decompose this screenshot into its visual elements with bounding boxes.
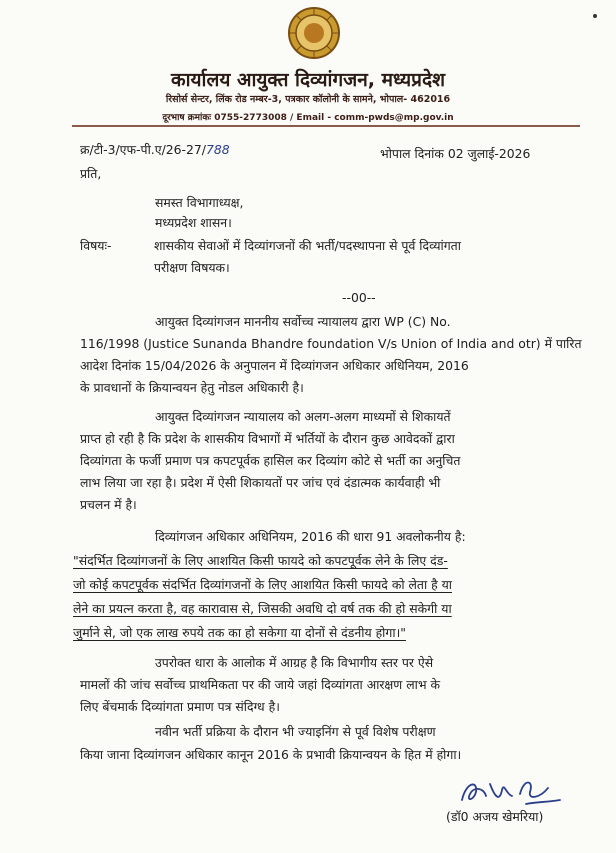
quote-line: लेने का प्रयत्न करता है, वह कारावास से, जिसकी अवधि दो वर्ष तक की हो सकेगी या <box>73 601 452 616</box>
separator: --00-- <box>342 290 376 305</box>
subject-label: विषयः- <box>80 238 112 253</box>
para1-line: आयुक्त दिव्यांगजन माननीय सर्वोच्च न्यायालय द्वारा WP (C) No. <box>155 314 451 329</box>
para5-line: किया जाना दिव्यांगजन अधिकार कानून 2016 के प्रभावी क्रियान्वयन के हित में होगा। <box>80 747 462 762</box>
para4-line: उपरोक्त धारा के आलोक में आग्रह है कि विभागीय स्तर पर ऐसे <box>155 655 434 670</box>
para2-line: प्रचलन में है। <box>80 497 137 512</box>
mp-emblem-seal <box>279 6 349 60</box>
para1-line: के प्रावधानों के क्रियान्वयन हेतु नोडल अधिकारी है। <box>80 380 304 395</box>
quote-line: जुर्माने से, जो एक लाख रुपये तक का हो सकेगा या दोनों से दंडनीय होगा।" <box>73 625 406 640</box>
para2-line: आयुक्त दिव्यांगजन न्यायालय को अलग-अलग माध्यमों से शिकायतें <box>155 409 451 424</box>
reference-handwritten: 788 <box>205 142 230 157</box>
subject-line-1: शासकीय सेवाओं में दिव्यांगजनों की भर्ती/पदस्थापना से पूर्व दिव्यांगता <box>154 238 461 253</box>
reference-number <box>80 141 230 158</box>
para1-line: आदेश दिनांक 15/04/2026 के अनुपालन में दिव्यांगजन अधिकार अधिनियम, 2016 <box>80 358 469 373</box>
subject-line-2: परीक्षण विषयक। <box>154 260 230 275</box>
para2-line: दिव्यांगता के फर्जी प्रमाण पत्र कपटपूर्वक हासिल कर दिव्यांग कोटे से भर्ती का अनुचित <box>80 453 461 468</box>
scan-speck <box>593 14 597 18</box>
recipient-line-1: समस्त विभागाध्यक्ष, <box>155 195 244 210</box>
to-label: प्रति, <box>80 166 102 181</box>
quote-line: जो कोई कपटपूर्वक संदर्भित दिव्यांगजनों के लिए आशयित किसी फायदे को लेता है या <box>73 577 453 592</box>
quote-line: "संदर्भित दिव्यांगजनों के लिए आशयित किसी फायदे को कपटपूर्वक लेने के लिए दंड- <box>73 553 448 568</box>
place-date: भोपाल दिनांक 02 जुलाई-2026 <box>380 146 531 161</box>
signatory-name: (डॉ0 अजय खेमरिया) <box>446 809 544 824</box>
para4-line: लिए बेंचमार्क दिव्यांगता प्रमाण पत्र संदिग्ध है। <box>80 699 280 714</box>
para2-line: प्राप्त हो रही है कि प्रदेश के शासकीय विभागों में भर्तियों के दौरान कुछ आवेदकों द्वारा <box>80 431 455 446</box>
recipient-line-2: मध्यप्रदेश शासन। <box>155 215 232 230</box>
para4-line: मामलों की जांच सर्वोच्च प्राथमिकता पर की जाये जहां दिव्यांगता आरक्षण लाभ के <box>80 677 440 692</box>
header-divider <box>72 125 580 127</box>
reference-prefix: क्र/टी-3/एफ-पी.ए/26-27/ <box>80 142 206 157</box>
office-contact: दूरभाष क्रमांकः 0755-2773008 / Email - comm-pwds@mp.gov.in <box>162 113 454 123</box>
handwritten-signature <box>456 774 566 810</box>
para1-line: 116/1998 (Justice Sunanda Bhandre foundation V/s Union of India and otr) में पारित <box>80 336 582 351</box>
para2-line: लाभ लिया जा रहा है। प्रदेश में ऐसी शिकायतों पर जांच एवं दंडात्मक कार्यवाही भी <box>80 475 441 490</box>
office-address: रिसोर्स सेन्टर, लिंक रोड नम्बर-3, पत्रकार कॉलोनी के सामने, भोपाल- 462016 <box>165 94 451 105</box>
office-title: कार्यालय आयुक्त दिव्यांगजन, मध्यप्रदेश <box>170 69 445 91</box>
para3-intro: दिव्यांगजन अधिकार अधिनियम, 2016 की धारा 91 अवलोकनीय है: <box>155 529 466 544</box>
para5-line: नवीन भर्ती प्रक्रिया के दौरान भी ज्याइनिंग से पूर्व विशेष परीक्षण <box>155 724 436 739</box>
